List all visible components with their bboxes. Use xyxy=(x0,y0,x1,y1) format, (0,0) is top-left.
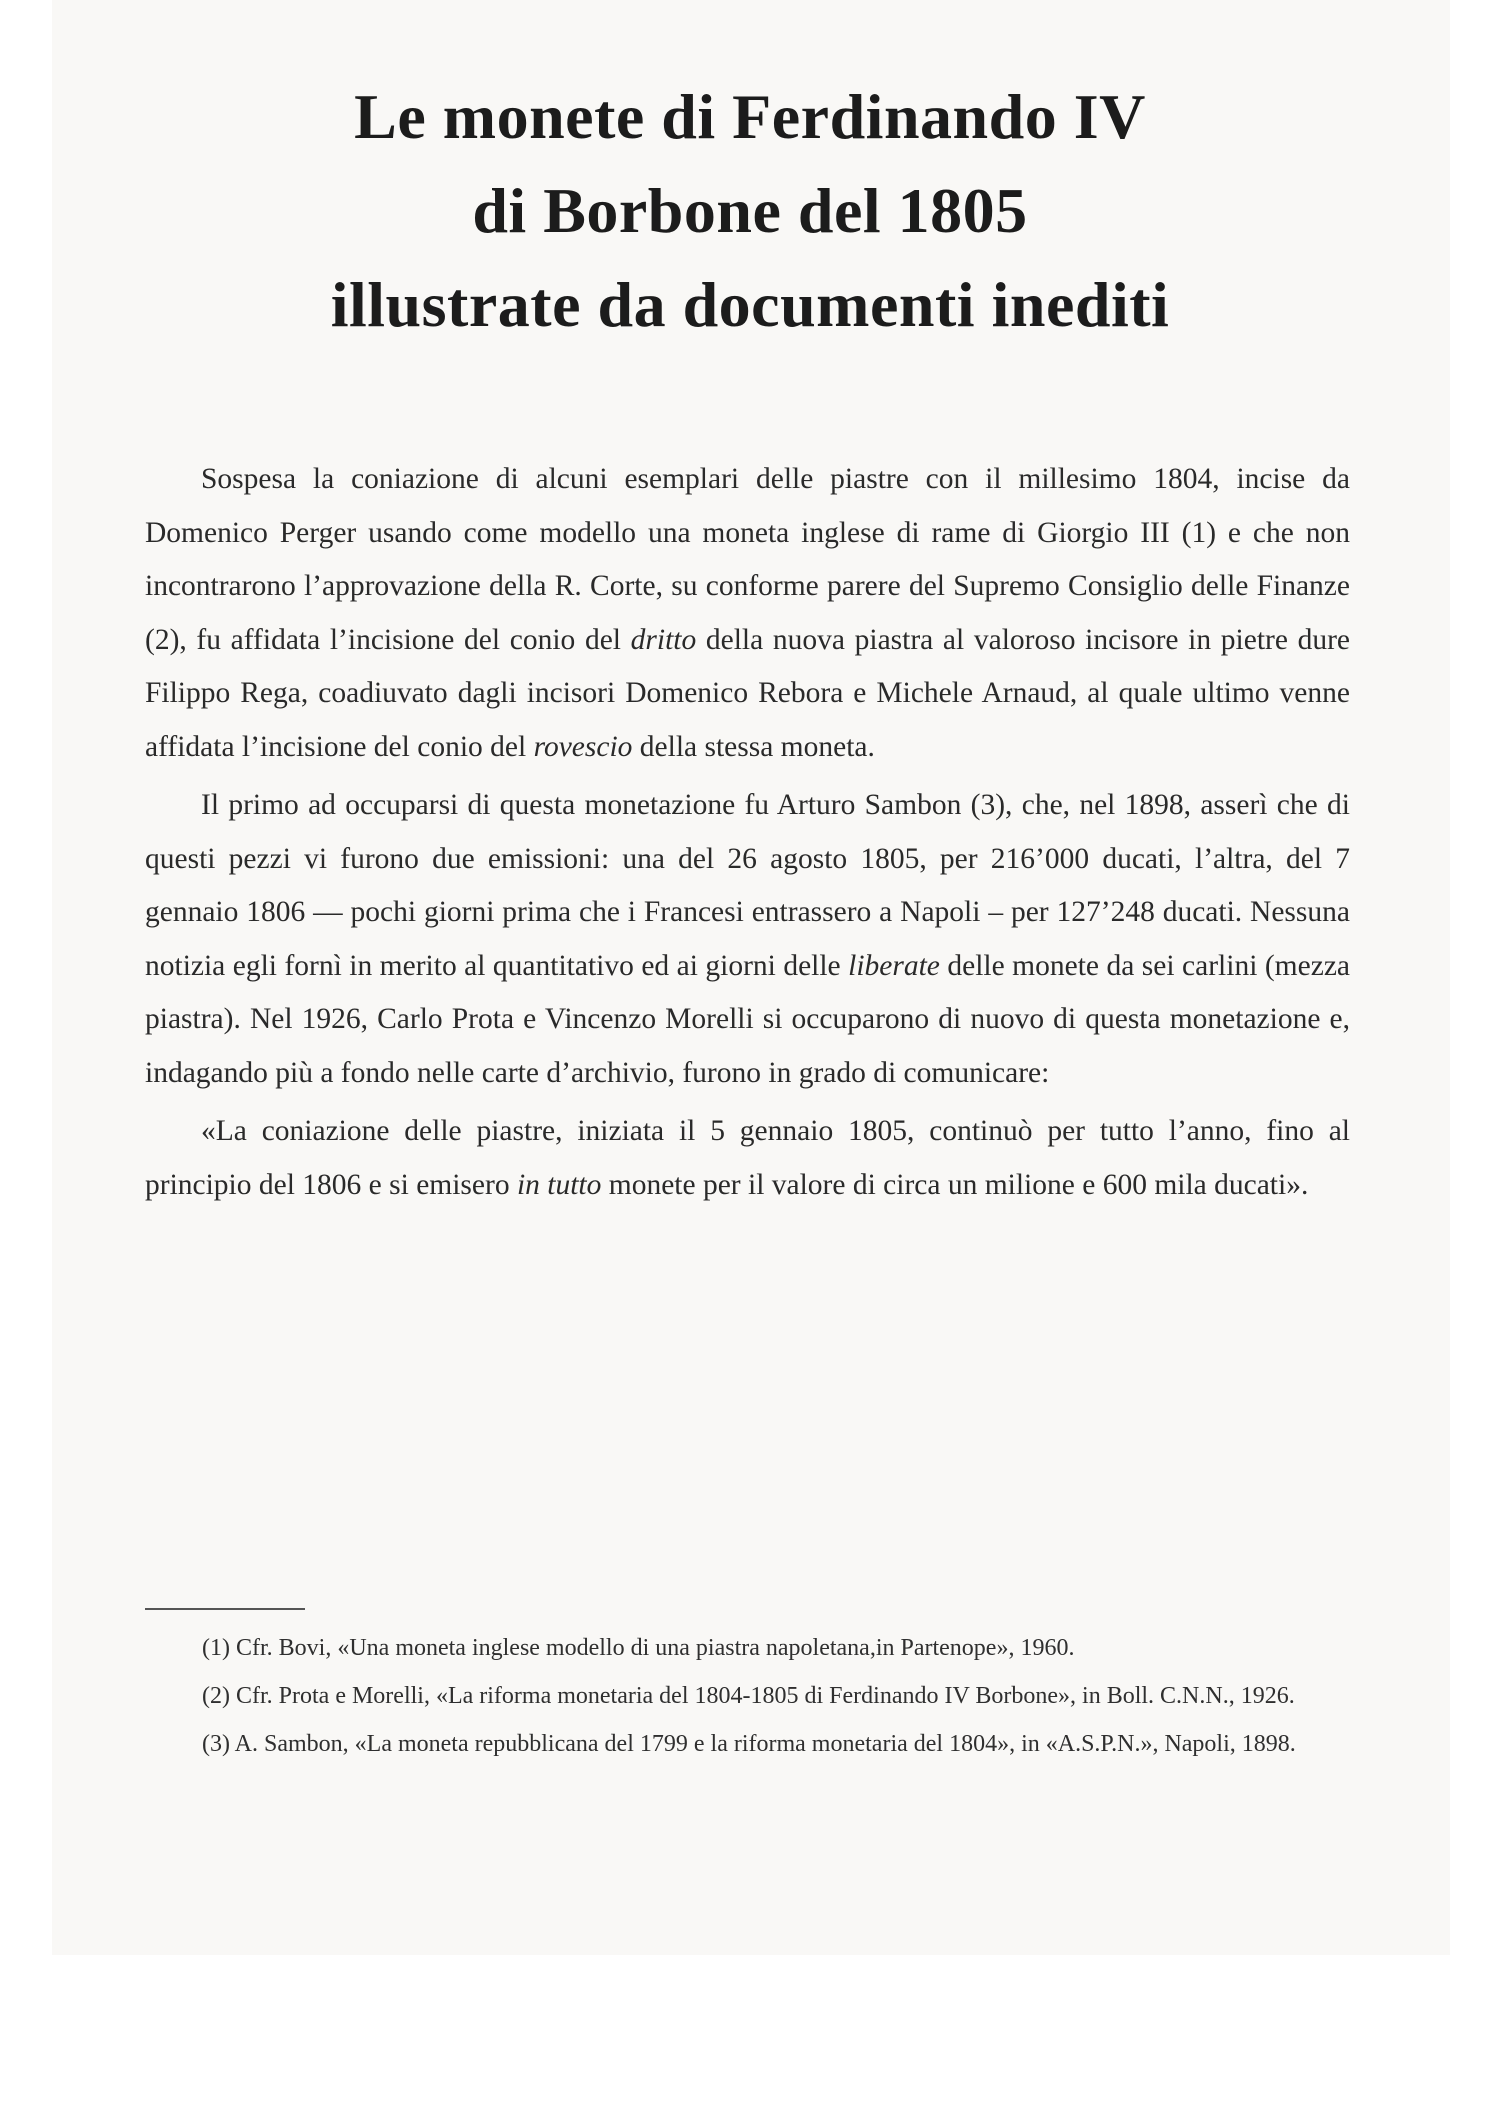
text-run: delle monete da sei carlini (mezza piastra). Nel 1926, Carlo Prota e Vincenzo Morelli si occuparono di nuovo di questa monetazione e, indagando più a fondo nelle carte d’archivio, furono in grado di comunicare: xyxy=(145,949,1350,1089)
title-line: illustrate da documenti inediti xyxy=(330,269,1170,340)
paragraph xyxy=(145,453,1350,774)
title-line: Le monete di Ferdinando IV xyxy=(354,81,1146,152)
text-run: della stessa moneta. xyxy=(632,730,875,763)
text-run: «La coniazione delle piastre, iniziata il 5 gennaio 1805, continuò per tutto l’anno, fino al principio del 1806 e si emisero xyxy=(145,1115,1350,1201)
italic-term: in tutto xyxy=(516,1168,602,1201)
paragraph xyxy=(145,1105,1350,1212)
paragraph xyxy=(145,779,1350,1100)
article-title xyxy=(0,70,1500,352)
title-line: di Borbone del 1805 xyxy=(472,175,1028,246)
footnote: (1) Cfr. Bovi, «Una moneta inglese modello di una piastra napoletana,in Partenope», 1960. xyxy=(202,1635,1075,1661)
italic-term: rovescio xyxy=(533,730,633,763)
text-run: della nuova piastra al valoroso incisore in pietre dure Filippo Rega, coadiuvato dagli incisori Domenico Rebora e Michele Arnaud, al quale ultimo venne affidata l’incisione del conio del xyxy=(145,623,1351,763)
text-run: monete per il valore di circa un milione e 600 mila ducati». xyxy=(601,1168,1309,1201)
footnote-divider xyxy=(145,1608,305,1610)
italic-term: liberate xyxy=(848,949,940,982)
footnote: (2) Cfr. Prota e Morelli, «La riforma monetaria del 1804-1805 di Ferdinando IV Borbone», in Boll. C.N.N., 1926. xyxy=(202,1683,1295,1709)
article-body xyxy=(145,453,1350,1217)
italic-term: dritto xyxy=(630,623,697,656)
text-run: Il primo ad occuparsi di questa monetazione fu Arturo Sambon (3), che, nel 1898, asserì che di questi pezzi vi furono due emissioni: una del 26 agosto 1805, per 216’000 ducati, l’altra, del 7 gennaio 1806 — pochi giorni prima che i Francesi entrassero a Napoli – per 127’248 ducati. Nessuna notizia egli fornì in merito al quantitativo ed ai giorni delle xyxy=(145,789,1350,982)
text-run: Sospesa la coniazione di alcuni esemplari delle piastre con il millesimo 1804, incise da Domenico Perger usando come modello una moneta inglese di rame di Giorgio III (1) e che non incontrarono l’approvazione della R. Corte, su conforme parere del Supremo Consiglio delle Finanze (2), fu affidata l’incisione del conio del xyxy=(145,463,1350,656)
footnotes xyxy=(145,1627,1350,1771)
footnote: (3) A. Sambon, «La moneta repubblicana del 1799 e la riforma monetaria del 1804», in «A.S.P.N.», Napoli, 1898. xyxy=(202,1731,1296,1757)
